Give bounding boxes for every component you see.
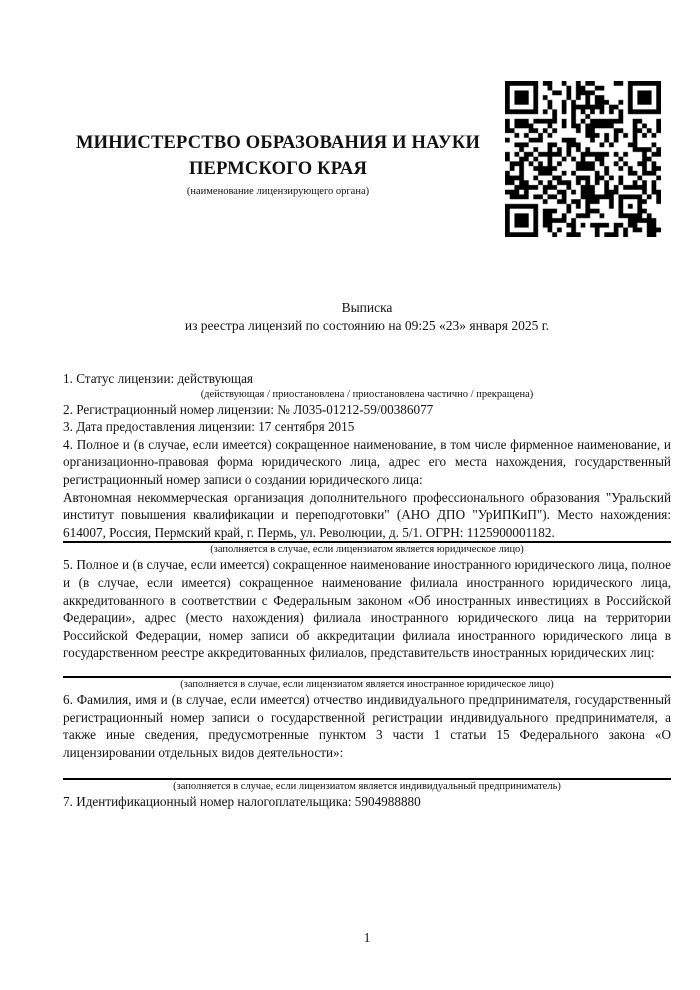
licensing-authority-header [63,130,493,199]
entrepreneur-section-label: 6. Фамилия, имя и (в случае, если имеется) отчество индивидуального предпринимателя, государственный регистрационный номер записи о государственной регистрации индивидуального предпринимателя, а также иные сведения, предусмотренные пунктом 3 части 1 статьи 15 Федерального закона «О лицензировании отдельных видов деятельности»: [63,691,671,760]
qr-code [505,81,661,237]
licensing-authority-caption: (наименование лицензирующего органа) [186,186,370,197]
grant-date-line: 3. Дата предоставления лицензии: 17 сентября 2015 [63,419,355,435]
entrepreneur-answer-blank [63,761,671,780]
entrepreneur-caption: (заполняется в случае, если лицензиатом является индивидуальный предприниматель) [173,781,561,793]
status-options-caption: (действующая / приостановлена / приостановлена частично / прекращена) [200,388,534,400]
ministry-name-line1: МИНИСТЕРСТВО ОБРАЗОВАНИЯ И НАУКИ [75,133,481,153]
document-title: Выписка [341,300,393,315]
document-subtitle: из реестра лицензий по состоянию на 09:25 «23» января 2025 г. [184,318,550,333]
legal-entity-caption: (заполняется в случае, если лицензиатом является юридическое лицо) [210,544,524,556]
foreign-entity-caption: (заполняется в случае, если лицензиатом является иностранное юридическое лицо) [180,678,554,690]
legal-entity-section-label: 4. Полное и (в случае, если имеется) сокращенное наименование, в том числе фирменное наименование, и организационно-правовая форма юридического лица, адрес его места нахождения, государственный регистрационный номер записи о создании юридического лица: [63,436,671,487]
registration-number-line: 2. Регистрационный номер лицензии: № Л035-01212-59/00386077 [63,401,434,417]
foreign-entity-section-label: 5. Полное и (в случае, если имеется) сокращенное наименование иностранного юридического лица, полное и (в случае, если имеется) сокращенное наименование филиала иностранного юридического лица, аккредитованного в соответствии с Федеральным законом «Об иностранных инвестициях в Российской Федерации», адрес (место нахождения) филиала иностранного юридического лица на территории Российской Федерации, номер записи об аккредитации филиала иностранного юридического лица в государственном реестре аккредитованных филиалов, представительств иностранных юридических лиц: [63,557,671,661]
page-number: 1 [363,930,371,945]
qr-code-icon [505,81,661,237]
license-status-line: 1. Статус лицензии: действующая [63,371,254,386]
document-title-block [63,299,671,335]
taxpayer-number-line: 7. Идентификационный номер налогоплательщика: 5904988880 [63,794,421,810]
foreign-entity-answer-blank [63,662,671,678]
document-body [63,370,671,811]
legal-entity-value: Автономная некоммерческая организация дополнительного профессионального образования "Уральский институт повышения квалификации и переподготовки" (АНО ДПО "УрИПКиП"). Место нахождения: 614007, Россия, Пермский край, г. Пермь, ул. Революции, д. 5/1. ОГРН: 1125900001182. [63,489,671,544]
ministry-name-line2: ПЕРМСКОГО КРАЯ [188,159,368,179]
